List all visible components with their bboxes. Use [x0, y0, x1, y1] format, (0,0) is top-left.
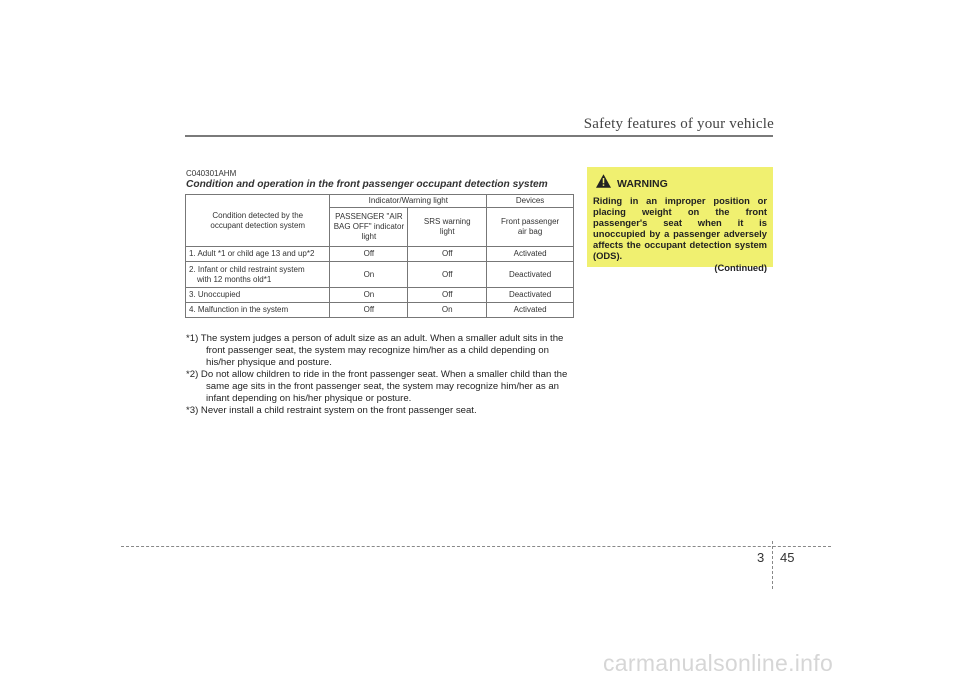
section-code: C040301AHM — [186, 169, 237, 178]
row-airbag: Deactivated — [487, 262, 574, 288]
header-rule — [185, 135, 773, 137]
table-row — [186, 303, 574, 318]
footnote-text: *3) Never install a child restraint system on the front passenger seat. — [186, 405, 477, 416]
warning-title: WARNING — [617, 177, 668, 190]
row-condition — [186, 262, 330, 288]
chapter-number: 3 — [757, 550, 765, 565]
row-condition-line2: with 12 months old*1 — [197, 274, 272, 284]
footnote — [186, 405, 574, 417]
footnote-text: *1) The system judges a person of adult size as an adult. When a smaller adult sits in the front passenger seat, the system may recognize him/her as a child depending on his/her physique and posture. — [186, 333, 564, 368]
row-indicator: On — [330, 262, 408, 288]
footnote — [186, 369, 574, 405]
row-condition: 4. Malfunction in the system — [186, 303, 330, 318]
table-row — [186, 247, 574, 262]
footnote — [186, 333, 574, 369]
passenger-indicator-header: PASSENGER "AIR BAG OFF" indicator light — [330, 208, 408, 247]
row-srs: Off — [408, 247, 487, 262]
warning-triangle-icon — [596, 174, 611, 193]
warning-box — [587, 167, 773, 273]
watermark: carmanualsonline.info — [603, 650, 834, 676]
footnote-text: *2) Do not allow children to ride in the front passenger seat. When a smaller child than the same age sits in the front passenger seat, the system may recognize him/her as an infant depending on his/her physique or posture. — [186, 369, 568, 404]
ods-condition-table — [185, 194, 574, 318]
row-indicator: Off — [330, 303, 408, 318]
row-indicator: Off — [330, 247, 408, 262]
page-header-title: Safety features of your vehicle — [583, 116, 774, 132]
section-heading: Condition and operation in the front passenger occupant detection system — [186, 179, 548, 190]
row-airbag: Deactivated — [487, 288, 574, 303]
row-airbag: Activated — [487, 303, 574, 318]
row-condition: 3. Unoccupied — [186, 288, 330, 303]
srs-warning-header: SRS warning light — [408, 208, 487, 247]
warning-text: Riding in an improper position or placing weight on the front passenger's seat when it is unoccupied by a passenger adversely affects the occupant detection system (ODS). — [593, 195, 767, 261]
row-condition-text: 1. Adult *1 or child age 13 and up*2 — [189, 249, 315, 258]
row-indicator: On — [330, 288, 408, 303]
row-condition-line1: 2. Infant or child restraint system — [189, 264, 305, 274]
indicator-group-header: Indicator/Warning light — [330, 195, 487, 208]
row-srs: On — [408, 303, 487, 318]
table-row — [186, 262, 574, 288]
devices-group-header: Devices — [487, 195, 574, 208]
row-srs: Off — [408, 262, 487, 288]
warning-continued: (Continued) — [714, 262, 767, 273]
page-number-divider — [772, 541, 773, 589]
row-srs: Off — [408, 288, 487, 303]
condition-header: Condition detected by the occupant detection system — [186, 195, 330, 247]
warning-header — [596, 174, 767, 193]
row-airbag: Activated — [487, 247, 574, 262]
row-condition — [186, 247, 330, 262]
page-number: 45 — [780, 550, 795, 565]
table-row — [186, 288, 574, 303]
footer-rule — [121, 546, 831, 547]
front-airbag-header: Front passenger air bag — [487, 208, 574, 247]
